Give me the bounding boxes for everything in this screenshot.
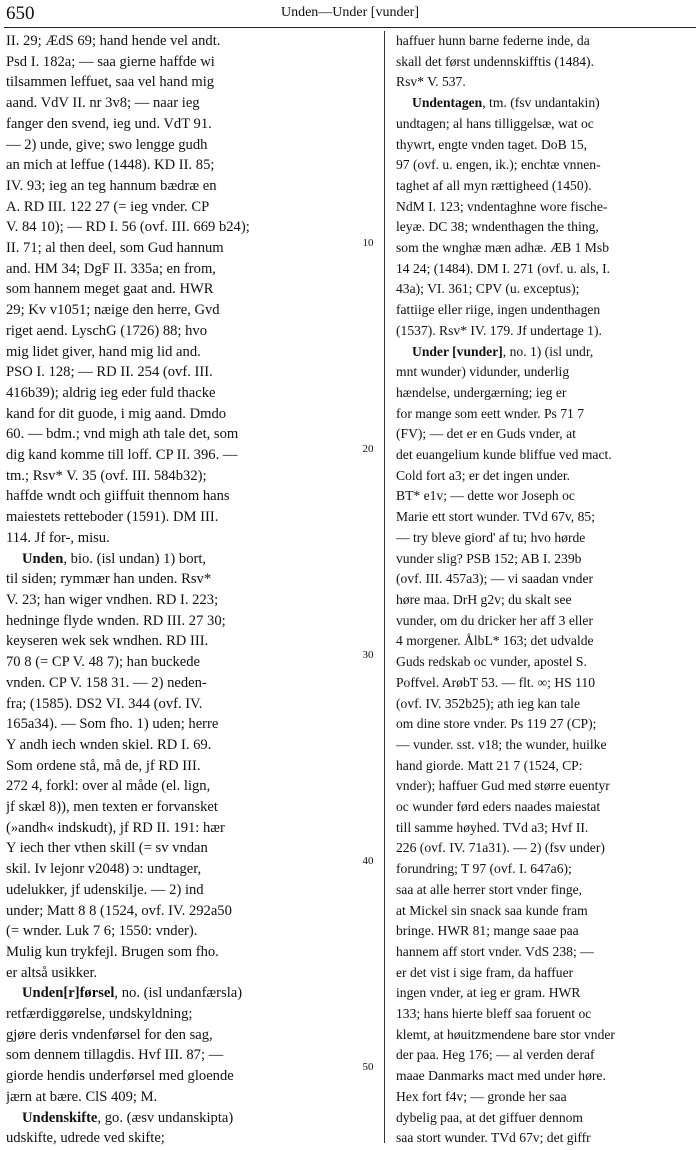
- right-column-line: — try bleve giord' af tu; hvo hørde: [396, 529, 586, 545]
- right-column-line: at Mickel sin snack saa kunde fram: [396, 902, 588, 918]
- left-column-line: II. 71; al then deel, som Gud hannum: [6, 240, 224, 257]
- right-column-line: som the wnghæ mæn adhæ. ÆB 1 Msb: [396, 240, 609, 256]
- left-column-line: 70 8 (= CP V. 48 7); han buckede: [6, 654, 201, 671]
- left-column-line: — 2) unde, give; swo lengge gudh: [6, 136, 208, 153]
- right-column-line: saa stort wunder. TVd 67v; det giffr: [396, 1130, 591, 1146]
- running-title: Unden—Under [vunder]: [280, 5, 419, 20]
- right-column-line: Rsv* V. 537.: [396, 74, 466, 90]
- left-column-line: tm.; Rsv* V. 35 (ovf. III. 584b32);: [6, 467, 207, 484]
- right-column-line: bringe. HWR 81; mange saae paa: [396, 923, 579, 939]
- left-column-line: IV. 93; ieg an teg hannum bædræ en: [6, 177, 217, 194]
- left-column-line: Unden[r]førsel, no. (isl undanfærsla): [22, 985, 243, 1002]
- right-column-line: 14 24; (1484). DM I. 271 (ovf. u. als, I.: [396, 260, 611, 276]
- headword: Unden: [22, 550, 64, 567]
- headword: Under [vunder]: [412, 343, 503, 359]
- right-column-line: (ovf. III. 457a3); — vi saadan vnder: [396, 571, 594, 587]
- right-column-line: taghet af all myn rættigheed (1450).: [396, 177, 592, 193]
- right-column-line: vnder); haffuer Gud med større euentyr: [396, 778, 610, 794]
- right-column-line: 133; hans hierte bleff saa foruent oc: [396, 1006, 592, 1022]
- right-column-line: maae Danmarks mact med under høre.: [396, 1068, 606, 1084]
- left-column-line: PSO I. 128; — RD II. 254 (ovf. III.: [6, 364, 213, 381]
- left-column-line: Unden, bio. (isl undan) 1) bort,: [22, 550, 207, 567]
- left-column-line: til siden; rymmær han unden. Rsv*: [6, 571, 212, 588]
- right-column-line: 97 (ovf. u. engen, ik.); enchtæ vnnen-: [396, 157, 601, 173]
- right-column-line: er det vist i sige fram, da haffuer: [396, 964, 574, 980]
- left-column: [6, 31, 356, 1149]
- left-column-line: II. 29; ÆdS 69; hand hende vel andt.: [6, 33, 221, 49]
- right-column-line: 226 (ovf. IV. 71a31). — 2) (fsv under): [396, 840, 605, 856]
- right-column-line: oc wunder førd eders naades maiestat: [396, 799, 601, 815]
- left-column-line: udskifte, udrede ved skifte;: [6, 1130, 165, 1147]
- line-number-10: 10: [362, 237, 374, 249]
- left-column-line: riget aend. LyschG (1726) 88; hvo: [6, 322, 208, 339]
- left-column-line: and. HM 34; DgF II. 335a; en from,: [6, 260, 216, 277]
- right-column-line: Guds redskab oc vunder, apostel S.: [396, 654, 587, 670]
- left-column-line: dig kand komme till loff. CP II. 396. —: [6, 447, 238, 464]
- left-column-line: som hannem meget gaat and. HWR: [6, 281, 214, 298]
- right-column-line: mnt wunder) vidunder, underlig: [396, 364, 570, 380]
- left-column-line: kand for dit guode, i mig aand. Dmdo: [6, 405, 227, 422]
- headword: Undenskifte: [22, 1109, 98, 1126]
- left-column-line: V. 84 10); — RD I. 56 (ovf. III. 669 b24);: [6, 219, 250, 236]
- left-column-line: (= wnder. Luk 7 6; 1550: vnder).: [6, 923, 198, 940]
- left-column-line: under; Matt 8 8 (1524, ovf. IV. 292a50: [6, 902, 232, 919]
- left-column-line: Undenskifte, go. (æsv undanskipta): [22, 1109, 234, 1126]
- right-column-line: Poffvel. ArøbT 53. — flt. ∞; HS 110: [396, 674, 596, 690]
- page-header: [0, 0, 700, 30]
- right-column-line: thywrt, engte vnden taget. DoB 15,: [396, 136, 588, 152]
- right-column-line: 4 morgener. ÅlbL* 163; det udvalde: [396, 633, 594, 649]
- left-column-line: jf skæl 8)), men texten er forvansket: [6, 799, 218, 816]
- line-number-20: 20: [362, 443, 374, 455]
- headword: Unden[r]førsel: [22, 985, 115, 1002]
- right-column-line: ingen vnder, at ieg er gram. HWR: [396, 985, 581, 1001]
- right-column-line: høre maa. DrH g2v; du skalt see: [396, 591, 572, 607]
- right-column-line: om dine store vnder. Ps 119 27 (CP);: [396, 716, 597, 732]
- header-rule: [4, 27, 696, 28]
- right-column-line: dybelig paa, at det giffuer dennom: [396, 1109, 583, 1125]
- left-column-line: A. RD III. 122 27 (= ieg vnder. CP: [6, 198, 210, 215]
- left-column-line: maiestets retteboder (1591). DM III.: [6, 509, 219, 526]
- right-column-line: Marie ett stort wunder. TVd 67v, 85;: [396, 509, 595, 525]
- right-column-line: (FV); — det er en Guds vnder, at: [396, 426, 576, 442]
- right-column-line: vunder slig? PSB 152; AB I. 239b: [396, 550, 582, 566]
- right-column-line: (ovf. IV. 352b25); ath ieg kan tale: [396, 695, 580, 711]
- right-column-line: (1537). Rsv* IV. 179. Jf undertage 1).: [396, 322, 602, 338]
- column-divider: [384, 31, 385, 1143]
- left-column-line: V. 23; han wiger vndhen. RD I. 223;: [6, 591, 219, 608]
- left-column-line: gjøre deris vndenførsel for den sag,: [6, 1026, 213, 1043]
- right-column-line: BT* e1v; — dette wor Joseph oc: [396, 488, 575, 504]
- left-column-line: 272 4, forkl: over al måde (el. lign,: [6, 778, 211, 795]
- page-number: 650: [6, 3, 35, 24]
- left-column-line: Psd I. 182a; — saa gierne haffde wi: [6, 53, 215, 70]
- line-number-30: 30: [362, 649, 374, 661]
- left-column-line: fra; (1585). DS2 VI. 344 (ovf. IV.: [6, 695, 203, 712]
- right-column-line: haffuer hunn barne federne inde, da: [396, 33, 590, 48]
- left-column-line: mig lidet giver, hand mig lid and.: [6, 343, 201, 360]
- left-column-line: 114. Jf for-, misu.: [6, 529, 110, 546]
- right-column-line: hand giorde. Matt 21 7 (1524, CP:: [396, 757, 583, 773]
- left-column-line: jærn at bære. ClS 409; M.: [6, 1088, 158, 1105]
- right-column-line: Under [vunder], no. 1) (isl undr,: [412, 343, 594, 359]
- left-column-line: 60. — bdm.; vnd migh ath tale det, som: [6, 426, 239, 443]
- left-column-line: Mulig kun trykfejl. Brugen som fho.: [6, 943, 219, 960]
- right-column-line: undtagen; al hans tilliggelsæ, wat oc: [396, 115, 594, 131]
- right-column-line: leyæ. DC 38; wndenthagen the thing,: [396, 219, 599, 235]
- headword: Undentagen: [412, 95, 483, 111]
- left-column-line: Som ordene stå, må de, jf RD III.: [6, 757, 201, 774]
- left-column-line: haffde wndt och giiffuit thennom hans: [6, 488, 230, 505]
- left-column-line: tilsammen leffuet, saa vel hand mig: [6, 74, 215, 91]
- left-column-line: Y andh iech wnden skiel. RD I. 69.: [6, 736, 212, 753]
- right-column-line: saa at alle herrer stort vnder finge,: [396, 881, 583, 897]
- left-column-line: 165a34). — Som fho. 1) uden; herre: [6, 716, 219, 733]
- left-column-line: retfærdiggørelse, undskyldning;: [6, 1006, 193, 1023]
- right-column-line: hændelse, undergærning; ieg er: [396, 384, 567, 400]
- left-column-line: keyseren wek sek wndhen. RD III.: [6, 633, 209, 650]
- right-column-line: hannem aff stort vnder. VdS 238; —: [396, 943, 594, 959]
- right-column-line: NdM I. 123; vndentaghne wore fische-: [396, 198, 608, 214]
- right-column: [396, 31, 696, 1149]
- right-column-line: Cold fort a3; er det ingen under.: [396, 467, 571, 483]
- left-column-line: skil. Iv lejonr v2048) ɔ: undtager,: [6, 861, 202, 878]
- line-number-50: 50: [362, 1061, 374, 1073]
- right-column-line: Hex fort f4v; — gronde her saa: [396, 1088, 567, 1104]
- right-column-line: klemt, at høuitzmendene bare stor vnder: [396, 1026, 615, 1042]
- left-column-line: hedninge flyde wnden. RD III. 27 30;: [6, 612, 226, 629]
- left-column-line: giorde hendis underførsel med gloende: [6, 1068, 234, 1085]
- right-column-line: forundring; T 97 (ovf. I. 647a6);: [396, 861, 572, 877]
- right-column-line: till samme høyhed. TVd a3; Hvf II.: [396, 819, 589, 835]
- left-column-line: vnden. CP V. 158 31. — 2) neden-: [6, 674, 207, 691]
- line-number-40: 40: [362, 855, 374, 867]
- right-column-line: fattiige eller riige, ingen undenthagen: [396, 302, 601, 318]
- right-column-line: vunder, om du dricker her aff 3 eller: [396, 612, 593, 628]
- right-column-line: 43a); VI. 361; CPV (u. exceptus);: [396, 281, 580, 297]
- right-column-line: det euangelium kunde bliffue ved mact.: [396, 447, 612, 463]
- right-column-line: Undentagen, tm. (fsv undantakin): [412, 95, 600, 111]
- left-column-line: Y iech ther vthen skill (= sv vndan: [6, 840, 208, 857]
- right-column-line: der paa. Heg 176; — al verden deraf: [396, 1047, 595, 1063]
- left-column-line: som dennem tillagdis. Hvf III. 87; —: [6, 1047, 224, 1064]
- right-column-line: skall det først undennskifftis (1484).: [396, 53, 594, 69]
- left-column-line: an mich at leffue (1448). KD II. 85;: [6, 157, 215, 174]
- left-column-line: 29; Kv v1051; næige den herre, Gvd: [6, 302, 220, 319]
- left-column-line: (»andh« indskudt), jf RD II. 191: hær: [6, 819, 225, 836]
- left-column-line: udelukker, jf udenskilje. — 2) ind: [6, 881, 204, 898]
- left-column-line: aand. VdV II. nr 3v8; — naar ieg: [6, 95, 200, 112]
- left-column-line: er altså usikker.: [6, 964, 98, 981]
- left-column-line: 416b39); aldrig ieg eder fuld thacke: [6, 384, 216, 401]
- right-column-line: — vunder. sst. v18; the wunder, huilke: [396, 736, 607, 752]
- right-column-line: for mange som eett wnder. Ps 71 7: [396, 405, 585, 421]
- left-column-line: fanger den svend, ieg und. VdT 91.: [6, 115, 212, 132]
